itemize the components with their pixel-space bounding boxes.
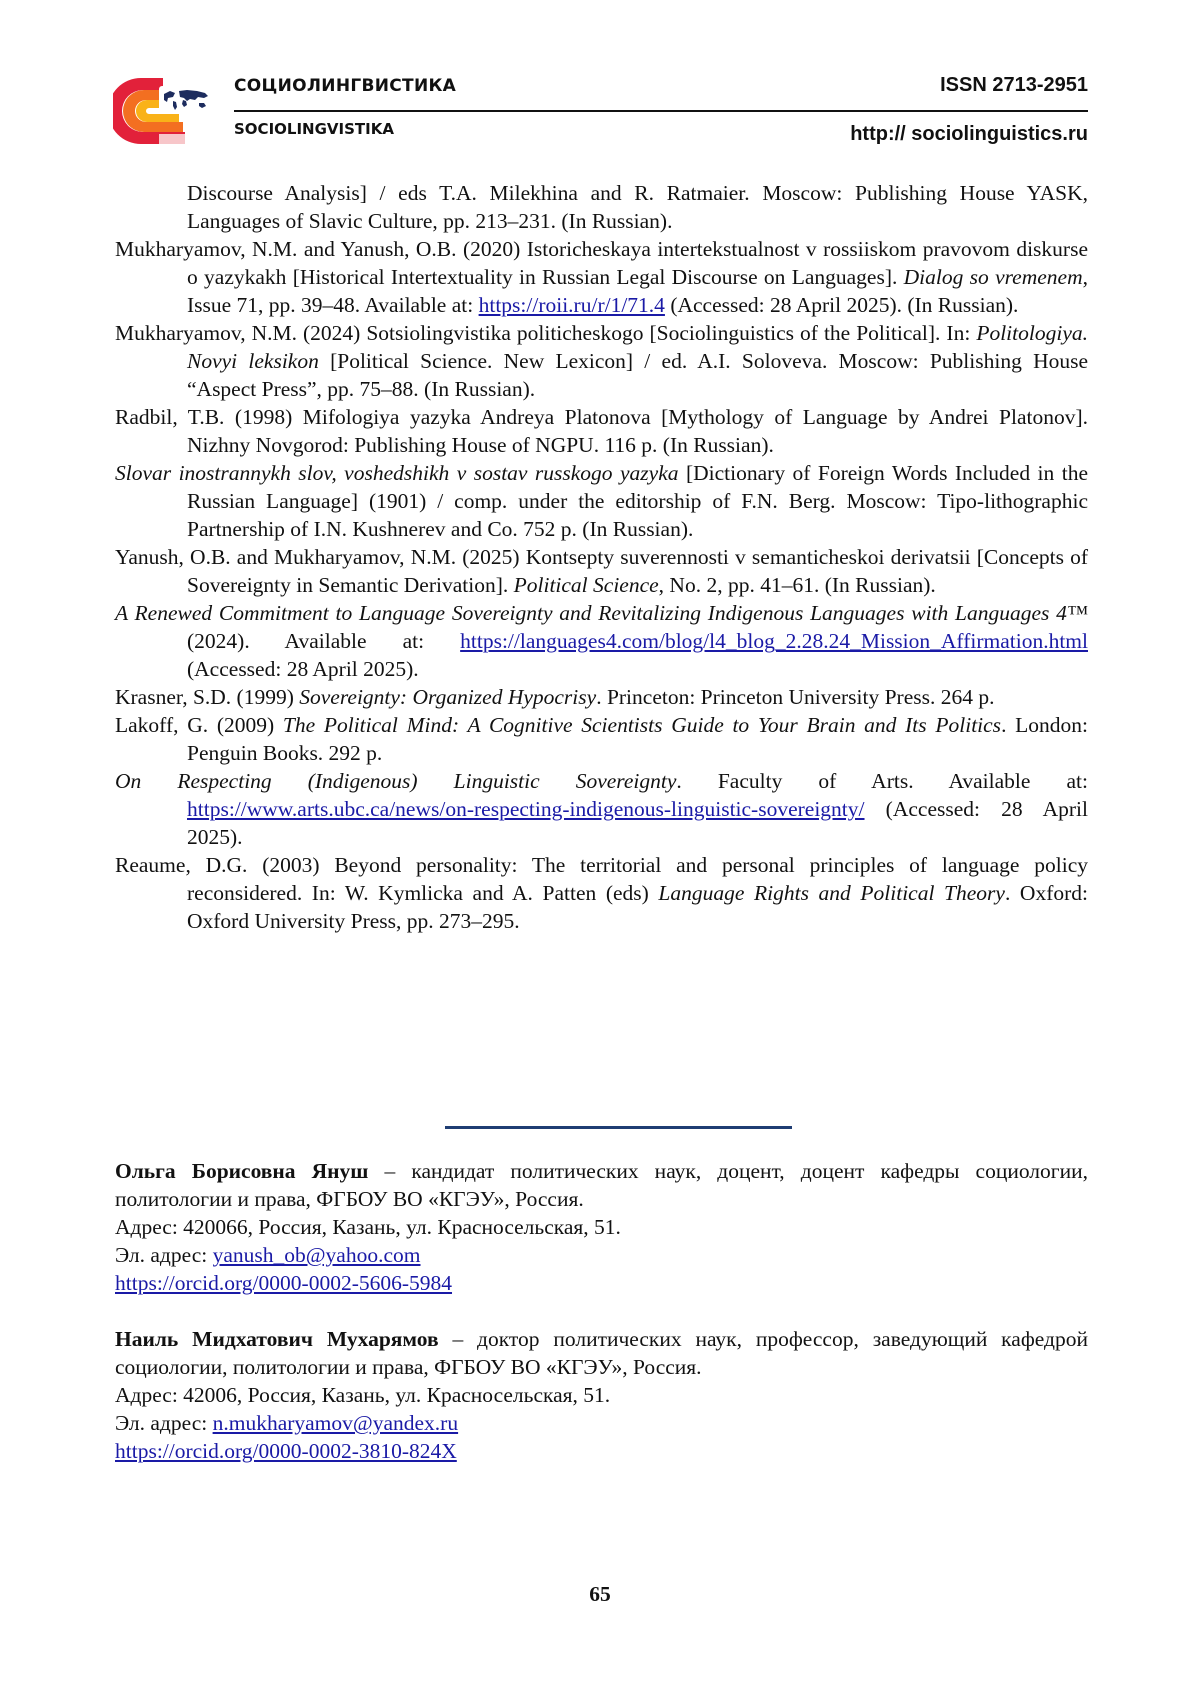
- journal-title-russian: СОЦИОЛИНГВИСТИКА: [234, 76, 457, 96]
- author-orcid-link[interactable]: https://orcid.org/0000-0002-3810-824X: [115, 1439, 457, 1463]
- author-email-link[interactable]: n.mukharyamov@yandex.ru: [212, 1411, 459, 1435]
- reference-item: Discourse Analysis] / eds T.A. Milekhina and R. Ratmaier. Moscow: Publishing House YASK, Languages of Slavic Culture, pp. 213–231. (In Russian).: [187, 181, 1088, 233]
- author-block: [115, 1157, 1088, 1297]
- author-email-link[interactable]: yanush_ob@yahoo.com: [212, 1243, 421, 1267]
- author-email-line: Эл. адрес: n.mukharyamov@yandex.ru: [115, 1411, 459, 1435]
- journal-website[interactable]: http:// sociolinguistics.ru: [850, 123, 1088, 145]
- reference-item: A Renewed Commitment to Language Sovereignty and Revitalizing Indigenous Languages with Languages 4™ (2024). Available at: https://languages4.com/blog/l4_blog_2.28.24_Mission_Affirmation.html (Accessed: 28 April 2025).: [115, 601, 1088, 681]
- reference-item: Yanush, O.B. and Mukharyamov, N.M. (2025) Kontsepty suverennosti v semanticheskoi derivatsii [Concepts of Sovereignty in Semantic Derivation]. Political Science, No. 2, pp. 41–61. (In Russian).: [115, 545, 1088, 597]
- reference-item: Lakoff, G. (2009) The Political Mind: A Cognitive Scientists Guide to Your Brain and Its Politics. London: Penguin Books. 292 p.: [115, 713, 1089, 765]
- reference-item: Slovar inostrannykh slov, voshedshikh v sostav russkogo yazyka [Dictionary of Foreign Words Included in the Russian Language] (1901) / comp. under the editorship of F.N. Berg. Moscow: Tipo-lithographic Partnership of I.N. Kushnerev and Co. 752 p. (In Russian).: [115, 461, 1088, 541]
- reference-link[interactable]: https://languages4.com/blog/l4_blog_2.28.24_Mission_Affirmation.html: [460, 629, 1088, 653]
- author-bio: Наиль Мидхатович Мухарямов – доктор политических наук, профессор, заведующий кафедрой социологии, политологии и права, ФГБОУ ВО «КГЭУ», Россия.: [115, 1327, 1088, 1379]
- reference-link[interactable]: https://www.arts.ubc.ca/news/on-respecting-indigenous-linguistic-sovereignty/: [187, 797, 865, 821]
- reference-item: Mukharyamov, N.M. and Yanush, O.B. (2020) Istoricheskaya intertekstualnost v rossiiskom pravovom diskurse o yazykakh [Historical Intertextuality in Russian Legal Discourse on Languages]. Dialog so vremenem, Issue 71, pp. 39–48. Available at: https://roii.ru/r/1/71.4 (Accessed: 28 April 2025). (In Russian).: [115, 237, 1088, 317]
- section-separator: [445, 1126, 792, 1129]
- reference-item: On Respecting (Indigenous) Linguistic Sovereignty. Faculty of Arts. Available at: https://www.arts.ubc.ca/news/on-respecting-indigenous-linguistic-sovereignty/ (Accessed: 28 April 2025).: [115, 769, 1088, 849]
- header-rule: [234, 110, 1088, 112]
- journal-logo: [113, 74, 213, 148]
- author-address: Адрес: 420066, Россия, Казань, ул. Красносельская, 51.: [115, 1215, 621, 1239]
- reference-item: Reaume, D.G. (2003) Beyond personality: The territorial and personal principles of language policy reconsidered. In: W. Kymlicka and A. Patten (eds) Language Rights and Political Theory. Oxford: Oxford University Press, pp. 273–295.: [115, 853, 1088, 933]
- author-info: [115, 1157, 1088, 1493]
- author-address: Адрес: 42006, Россия, Казань, ул. Красносельская, 51.: [115, 1383, 611, 1407]
- author-email-line: Эл. адрес: yanush_ob@yahoo.com: [115, 1243, 421, 1267]
- reference-item: Mukharyamov, N.M. (2024) Sotsiolingvistika politicheskogo [Sociolinguistics of the Political]. In: Politologiya. Novyi leksikon [Political Science. New Lexicon] / ed. A.I. Soloveva. Moscow: Publishing House “Aspect Press”, pp. 75–88. (In Russian).: [115, 321, 1089, 401]
- author-name: Наиль Мидхатович Мухарямов: [115, 1327, 439, 1351]
- journal-title-english: SOCIOLINGVISTIKA: [234, 120, 394, 138]
- reference-item: Radbil, T.B. (1998) Mifologiya yazyka Andreya Platonova [Mythology of Language by Andrei Platonov]. Nizhny Novgorod: Publishing House of NGPU. 116 p. (In Russian).: [115, 405, 1088, 457]
- reference-link[interactable]: https://roii.ru/r/1/71.4: [478, 293, 665, 317]
- reference-list: [115, 179, 1088, 935]
- logo-pink-band: [159, 134, 185, 144]
- author-bio: Ольга Борисовна Януш – кандидат политических наук, доцент, доцент кафедры социологии, политологии и права, ФГБОУ ВО «КГЭУ», Россия.: [115, 1159, 1088, 1211]
- issn: ISSN 2713-2951: [940, 74, 1088, 96]
- author-block: [115, 1325, 1088, 1465]
- reference-item: Krasner, S.D. (1999) Sovereignty: Organized Hypocrisy. Princeton: Princeton University Press. 264 p.: [115, 685, 995, 709]
- author-orcid-link[interactable]: https://orcid.org/0000-0002-5606-5984: [115, 1271, 453, 1295]
- page-number: 65: [589, 1582, 611, 1606]
- author-orcid-line: [115, 1269, 1088, 1297]
- author-orcid-line: [115, 1437, 1088, 1465]
- author-name: Ольга Борисовна Януш: [115, 1159, 369, 1183]
